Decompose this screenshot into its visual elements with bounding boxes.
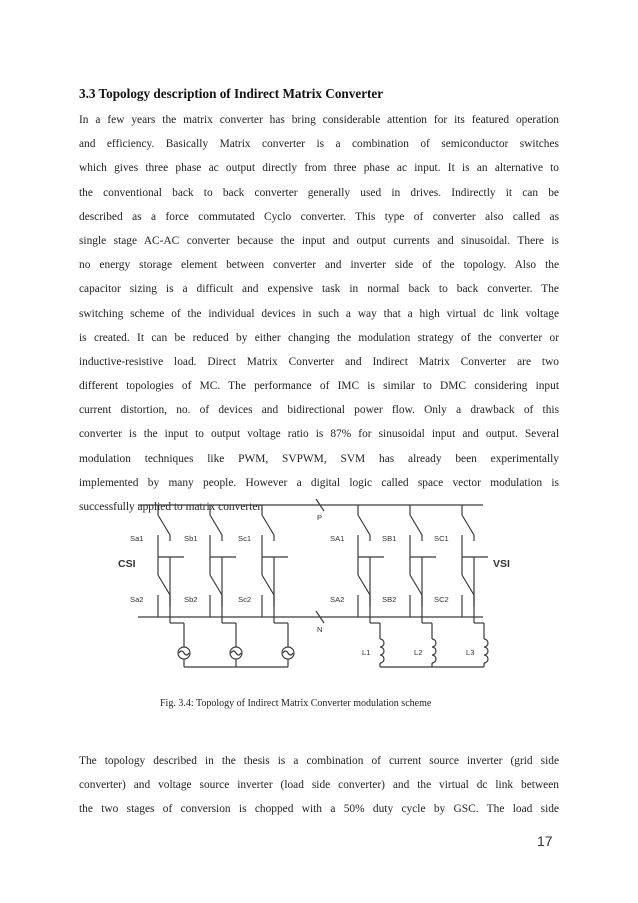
label-SC1: SC1 (434, 534, 449, 543)
label-sa2: Sa2 (130, 595, 144, 604)
label-sc1: Sc1 (238, 534, 252, 543)
paragraph-line: different topologies of MC. The performance of IMC is similar to DMC considering input (79, 380, 559, 393)
paragraph-topology-intro (79, 108, 559, 519)
csi-leg-c (262, 505, 274, 617)
paragraph-line: inductive-resistive load. Direct Matrix Converter and Indirect Matrix Converter are two (79, 355, 559, 368)
vsi-leg-a (358, 505, 370, 617)
label-sb2: Sb2 (184, 595, 198, 604)
paragraph-line: switching scheme of the individual devices in such a way that a high virtual dc link voltage (79, 307, 559, 320)
paragraph-line: capacitor sizing is a difficult and expensive task in normal back to back converter. The (79, 283, 559, 296)
label-sb1: Sb1 (184, 534, 198, 543)
label-SA2: SA2 (330, 595, 345, 604)
paragraph-topology-description (79, 749, 559, 822)
label-vsi: VSI (493, 558, 510, 570)
inductor-l2 (432, 639, 436, 663)
paragraph-line: successfully applied to matrix converter. (79, 501, 264, 513)
section-heading: 3.3 Topology description of Indirect Matrix Converter (79, 86, 384, 101)
csi-leg-a (158, 505, 170, 617)
vsi-leg-c (462, 505, 474, 617)
paragraph-line: The topology described in the thesis is a combination of current source inverter (grid side (79, 755, 559, 767)
label-SB2: SB2 (382, 595, 397, 604)
paragraph-line: current distortion, no. of devices and bidirectional power flow. Only a drawback of this (79, 404, 559, 417)
paragraph-line: single stage AC-AC converter because the input and output currents and sinusoidal. There is (79, 234, 559, 247)
paragraph-line: no energy storage element between converter and inverter side of the topology. Also the (79, 259, 559, 272)
label-SC2: SC2 (434, 595, 449, 604)
paragraph-line: described as a force commutated Cyclo converter. This type of converter also called as (79, 210, 559, 223)
label-sc2: Sc2 (238, 595, 252, 604)
paragraph-line: which gives three phase ac output directly from three phase ac input. It is an alternative to (79, 162, 559, 175)
paragraph-line: and efficiency. Basically Matrix converter is a combination of semiconductor switches (79, 138, 559, 151)
paragraph-line: modulation techniques like PWM, SVPWM, SVM has already been experimentally (79, 452, 559, 465)
paragraph-line: implemented by many people. However a digital logic called space vector modulation is (79, 476, 559, 489)
label-p: P (317, 513, 323, 522)
label-csi: CSI (118, 558, 136, 570)
paragraph-line: the conventional back to back converter generally used in drives. Indirectly it can be (79, 186, 559, 199)
csi-leg-b (210, 505, 222, 617)
paragraph-line: converter is the input to output voltage ratio is 87% for sinusoidal input and output. Several (79, 428, 559, 441)
page-number: 17 (537, 833, 553, 849)
paragraph-line: the two stages of conversion is chopped with a 50% duty cycle by GSC. The load side (79, 803, 559, 816)
label-SA1: SA1 (330, 534, 345, 543)
paragraph-line: converter) and voltage source inverter (load side converter) and the virtual dc link between (79, 779, 559, 792)
paragraph-line: is created. It can be reduced by either changing the modulation strategy of the converter or (79, 331, 559, 344)
label-l3: L3 (466, 648, 475, 657)
label-SB1: SB1 (382, 534, 397, 543)
figure-caption: Fig. 3.4: Topology of Indirect Matrix Converter modulation scheme (160, 698, 432, 709)
inductor-l3 (484, 639, 488, 663)
label-l2: L2 (414, 648, 423, 657)
label-n: N (317, 625, 323, 634)
label-l1: L1 (362, 648, 371, 657)
inductor-l1 (380, 639, 384, 663)
paragraph-line: In a few years the matrix converter has bring considerable attention for its featured operation (79, 114, 559, 126)
imc-topology-figure (118, 495, 518, 675)
circuit-diagram (118, 495, 518, 675)
vsi-leg-b (410, 505, 422, 617)
label-sa1: Sa1 (130, 534, 144, 543)
